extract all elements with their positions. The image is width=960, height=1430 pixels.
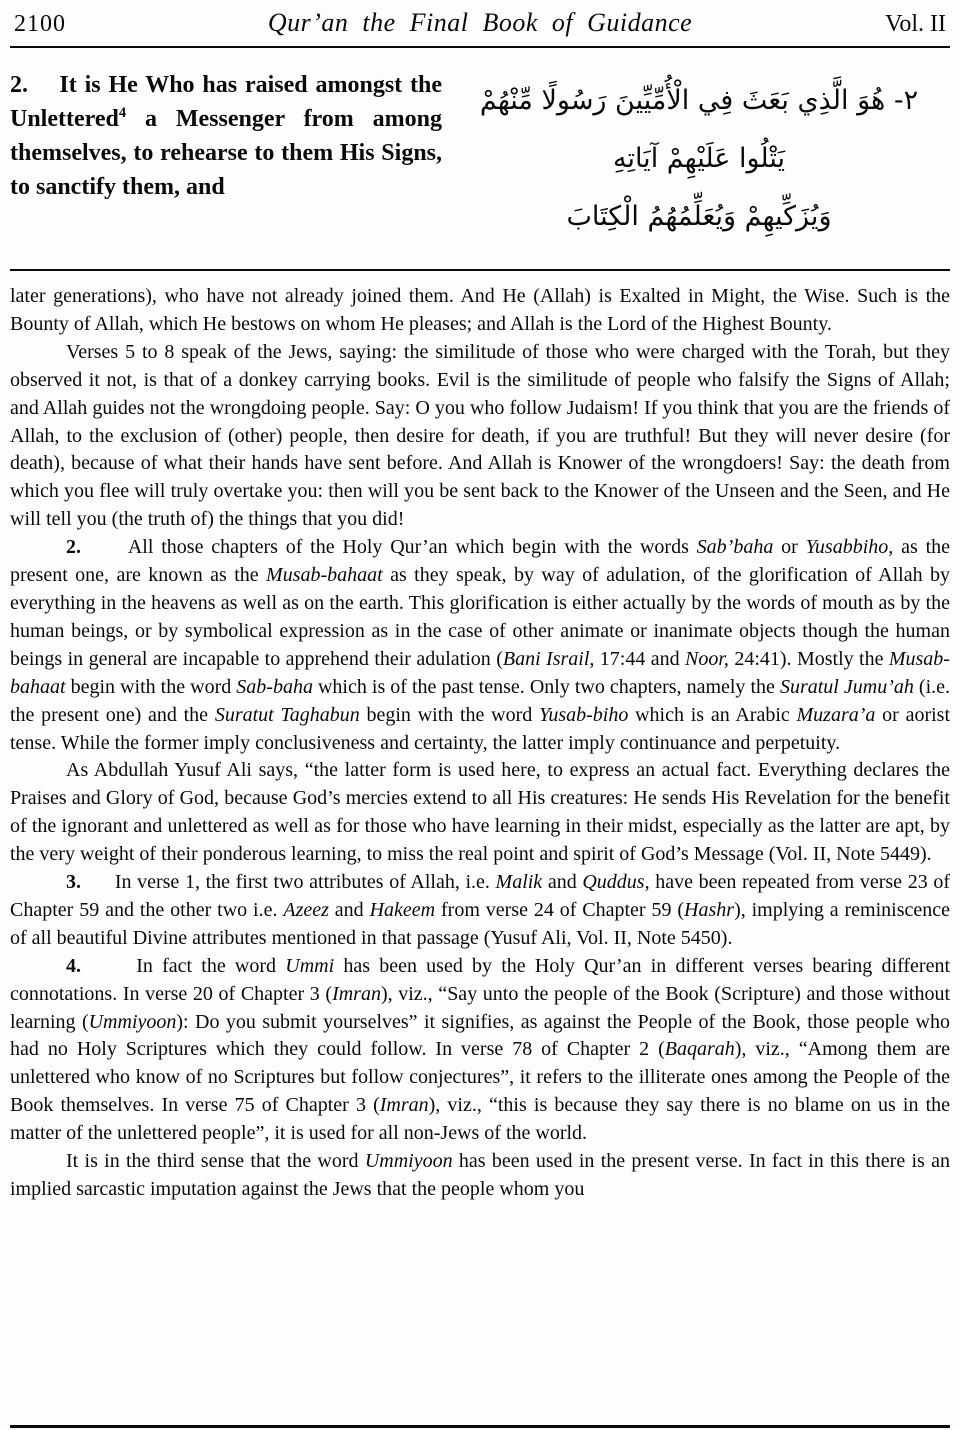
commentary-note-2: 2. All those chapters of the Holy Qur’an which begin with the words Sab’baha or Yusabbiho, as the present one, are known as the Musab-bahaat as they speak, by way of adulation, of the glorification of Allah by everything in the heavens as well as on the earth. This glorification is either actually by the words of mouth as by the human beings, or by symbolical expression as in the case of other animate or inanimate objects though the human beings in general are incapable to apprehend their adulation (Bani Israil, 17:44 and Noor, 24:41). Mostly the Musab-bahaat begin with the word Sab-baha which is of the past tense. Only two chapters, namely the Suratul Jumu’ah (i.e. the present one) and the Suratut Taghabun begin with the word Yusab-biho which is an Arabic Muzara’a or aorist tense. While the former imply conclusiveness and certainty, the latter imply continuance and perpetuity. [10,536,951,754]
verse-arabic [442,68,950,253]
volume-label: Vol. II [885,11,946,37]
commentary-note-3: 3. In verse 1, the first two attributes of Allah, i.e. Malik and Quddus, have been repeated from verse 23 of Chapter 59 and the other two i.e. Azeez and Hakeem from verse 24 of Chapter 59 (Hashr), implying a reminiscence of all beautiful Divine attributes mentioned in that passage (Yusuf Ali, Vol. II, Note 5450). [10,871,950,949]
commentary-paragraph: As Abdullah Yusuf Ali says, “the latter form is used here, to express an actual fact. Everything declares the Praises and Glory of God, because God’s mercies extend to all His creatures: He sends His Revelation for the benefit of the ignorant and unlettered as well as for those who have learning in their midst, especially as the latter are apt, by the very weight of their ponderous learning, to miss the real point and spirit of God’s Message (Vol. II, Note 5449). [10,759,950,866]
arabic-line: يَتْلُوا عَلَيْهِمْ آيَاتِهِ [612,143,786,174]
section-divider [10,269,950,271]
commentary-paragraph: Verses 5 to 8 speak of the Jews, saying: the similitude of those who were charged with the Torah, but they observed it not, is that of a donkey carrying books. Evil is the similitude of people who falsify the Signs of Allah; and Allah guides not the wrongdoing people. Say: O you who follow Judaism! If you think that you are the friends of Allah, to the exclusion of (other) people, then desire for death, if you are truthful! But they will never desire (for death), because of what their hands have sent before. And Allah is Knower of the wrongdoers! Say: the death from which you flee will truly overtake you: then will you be sent back to the Knower of the Unseen and the Seen, and He will tell you (the truth of) the things that you did! [10,340,950,531]
arabic-line: وَيُزَكِّيهِمْ وَيُعَلِّمُهُمُ الْكِتَابَ [566,201,832,232]
book-title: Qur’an the Final Book of Guidance [267,8,693,37]
footer-divider [10,1425,950,1428]
header-divider [10,46,950,48]
page-number: 2100 [14,11,66,37]
arabic-line: ٢- هُوَ الَّذِي بَعَثَ فِي الْأُمِّيِّينَ رَسُولًا مِّنْهُمْ [479,85,919,116]
commentary-note-4: 4. In fact the word Ummi has been used by the Holy Qur’an in different verses bearing different connotations. In verse 20 of Chapter 3 (Imran), viz., “Say unto the people of the Book (Scripture) and those without learning (Ummiyoon): Do you submit yourselves” it signifies, as against the People of the Book, those people who had no Holy Scriptures which they could follow. In verse 78 of Chapter 2 (Baqarah), viz., “Among them are unlettered who know of no Scriptures but follow conjectures”, it refers to the illiterate ones among the People of the Book themselves. In verse 75 of Chapter 3 (Imran), viz., “this is because they say there is no blame on us in the matter of the unlettered people”, it is used for all non-Jews of the world. [10,954,951,1145]
commentary-paragraph: later generations), who have not already joined them. And He (Allah) is Exalted in Might, the Wise. Such is the Bounty of Allah, which He bestows on whom He pleases; and Allah is the Lord of the Highest Bounty. [10,285,950,335]
verse-block [10,68,950,253]
commentary-section [10,283,950,1204]
verse-translation: 2. It is He Who has raised amongst the Unlettered$^4$ a Messenger from among themselves, to rehearse to them His Signs, to sanctify them, and [10,72,442,200]
commentary-paragraph: It is in the third sense that the word Ummiyoon has been used in the present verse. In fact in this there is an implied sarcastic imputation against the Jews that the people whom you [10,1150,950,1200]
page-header [10,6,950,38]
